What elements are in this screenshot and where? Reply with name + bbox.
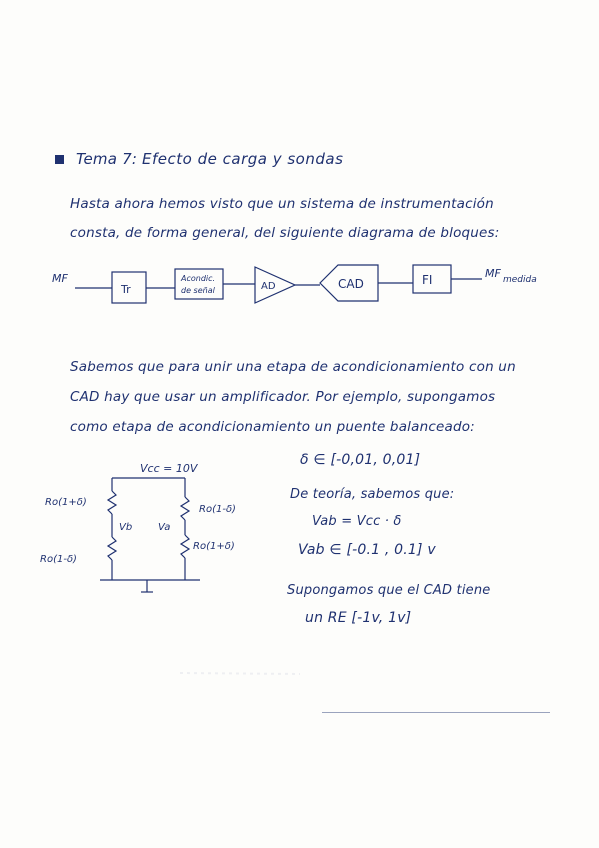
ad-label: AD <box>261 281 276 292</box>
acondic-label: Acondic. <box>181 274 216 283</box>
input-label: MF <box>52 272 68 285</box>
intro-line-2: consta, de forma general, del siguiente diagrama de bloques: <box>70 225 500 241</box>
bullet-square-icon <box>55 155 64 164</box>
delta-range: δ ∈ [-0,01, 0,01] <box>300 452 421 468</box>
node-a-label: Va <box>158 522 171 533</box>
label-r-top-left: Ro(1+δ) <box>45 497 87 508</box>
label-r-top-right: Ro(1-δ) <box>199 504 236 515</box>
tr-label: Tr <box>121 283 131 296</box>
p2-line-1: Sabemos que para unir una etapa de acondicionamiento con un <box>70 359 516 375</box>
cad-note-2: un RE [-1v, 1v] <box>305 610 412 626</box>
title-text: Efecto de carga y sondas <box>142 150 344 168</box>
node-b-label: Vb <box>119 522 133 533</box>
resistor-bottom-right <box>181 535 189 558</box>
p2-line-3: como etapa de acondicionamiento un puente balanceado: <box>70 419 475 435</box>
output-subscript: medida <box>503 275 537 285</box>
p2-line-2: CAD hay que usar un amplificador. Por ejemplo, supongamos <box>70 389 496 405</box>
cad-label: CAD <box>338 277 364 291</box>
acondic-label-2: de señal <box>181 286 215 295</box>
title-prefix: Tema 7: <box>75 150 138 168</box>
label-r-bottom-left: Ro(1-δ) <box>40 554 77 565</box>
paragraph-2 <box>70 352 545 442</box>
section-title <box>55 150 343 168</box>
block-diagram <box>0 255 599 310</box>
bridge-circuit <box>0 455 290 605</box>
theory-note: De teoría, sabemos que: <box>290 487 455 502</box>
output-label: MF <box>485 267 501 280</box>
bottom-rule <box>322 712 550 713</box>
resistor-top-right <box>181 497 189 520</box>
intro-paragraph <box>70 190 540 248</box>
label-r-bottom-right: Ro(1+δ) <box>193 541 235 552</box>
supply-label: Vcc = 10V <box>140 462 198 475</box>
vab-range: Vab ∈ [-0.1 , 0.1] v <box>298 542 436 558</box>
fi-label: FI <box>422 273 433 287</box>
resistor-top-left <box>108 491 116 514</box>
cad-note-1: Supongamos que el CAD tiene <box>287 583 491 598</box>
intro-line-1: Hasta ahora hemos visto que un sistema de instrumentación <box>70 196 494 212</box>
vab-equation: Vab = Vcc · δ <box>312 514 402 529</box>
resistor-bottom-left <box>108 537 116 560</box>
bleed-through-mark <box>180 665 300 681</box>
